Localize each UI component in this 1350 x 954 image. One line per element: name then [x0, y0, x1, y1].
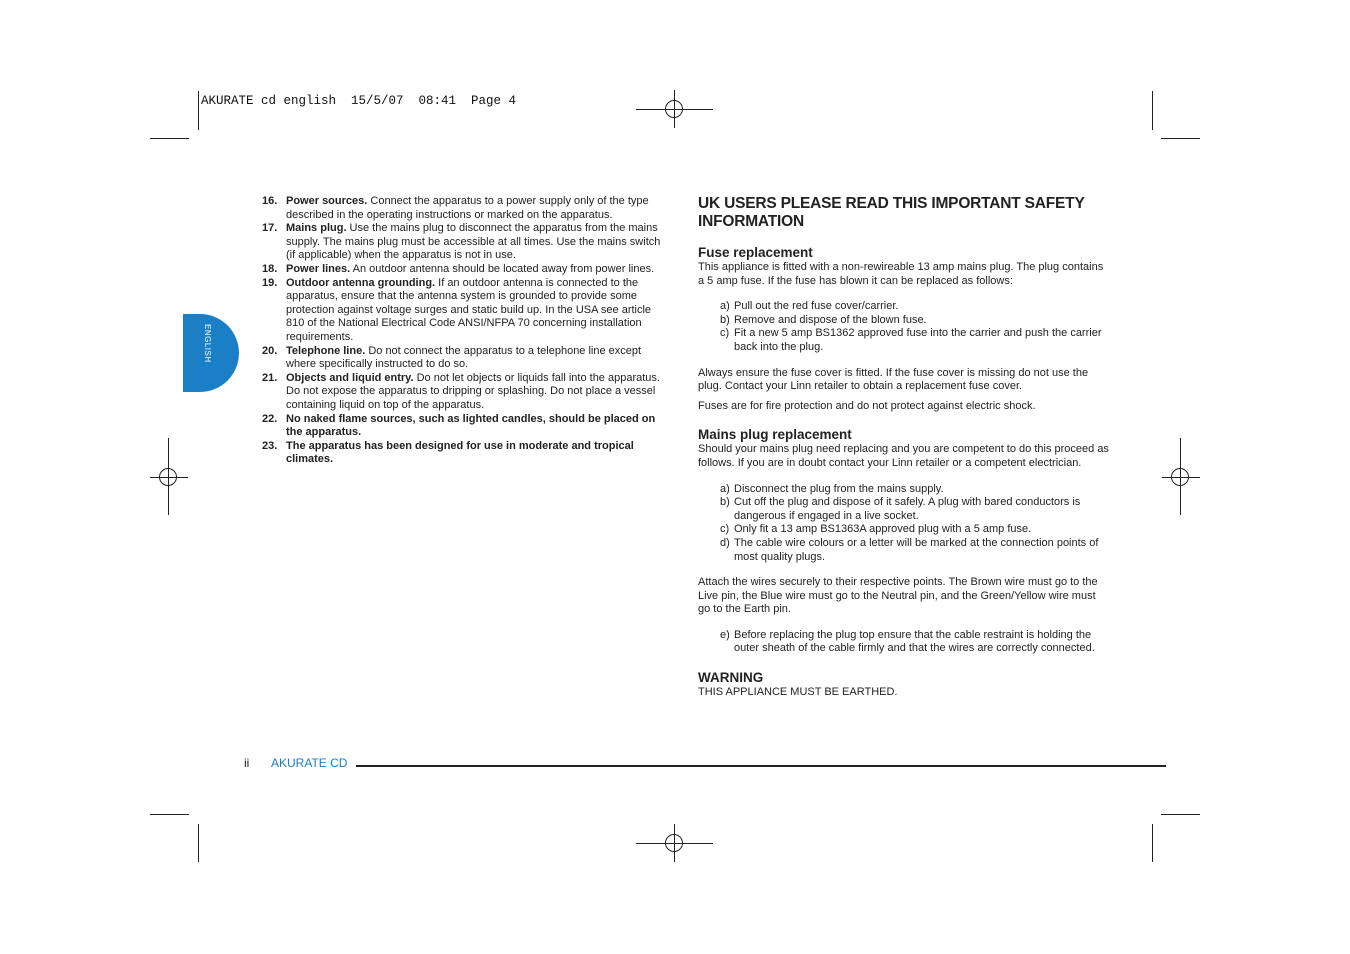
item-body: Do not connect the apparatus to a telephone line except where specifically instructed to do so.	[286, 344, 642, 371]
item-number: 19.	[262, 276, 278, 289]
item-body: An outdoor antenna should be located away from power lines.	[350, 262, 655, 275]
crop-mark	[1152, 824, 1153, 862]
step-item	[720, 523, 1110, 537]
item-number: 21.	[262, 371, 278, 384]
item-number: 16.	[262, 195, 278, 207]
step-item	[720, 629, 1110, 656]
step-item	[720, 496, 1110, 523]
fuse-paragraph: Fuses are for fire protection and do not protect against electric shock.	[698, 399, 1036, 412]
list-item	[262, 222, 672, 263]
step-letter: a)	[720, 482, 730, 495]
step-text: The cable wire colours or a letter will be marked at the connection points of most quality plugs.	[734, 536, 1099, 563]
crop-mark	[1152, 91, 1153, 130]
language-tab	[183, 314, 239, 392]
item-number: 17.	[262, 222, 278, 235]
warning-heading: WARNING	[698, 670, 764, 686]
step-item	[720, 300, 1110, 314]
item-text	[286, 263, 654, 277]
step-letter: b)	[720, 496, 730, 509]
fuse-paragraph: Always ensure the fuse cover is fitted. If the fuse cover is missing do not use the plug. Contact your Linn retailer to obtain a replacement fuse cover.	[698, 366, 1089, 393]
item-number: 20.	[262, 344, 278, 357]
item-body: Do not let objects or liquids fall into the apparatus. Do not expose the apparatus to dripping or splashing. Do not place a vessel containing liquid on top of the apparatus.	[286, 371, 660, 411]
list-item	[262, 263, 672, 277]
item-bold: The apparatus has been designed for use in moderate and tropical climates.	[286, 439, 634, 466]
list-item	[262, 440, 672, 467]
list-item	[262, 413, 672, 440]
step-letter: c)	[720, 327, 730, 340]
plug-steps	[720, 483, 1110, 565]
list-item	[262, 195, 672, 222]
plug-steps	[720, 629, 1110, 656]
uk-safety-section	[698, 195, 1110, 706]
item-text	[286, 345, 672, 372]
step-item	[720, 327, 1110, 354]
step-letter: d)	[720, 536, 730, 549]
fuse-heading: Fuse replacement	[698, 245, 813, 260]
language-tab-label: ENGLISH	[203, 324, 212, 363]
item-bold: Power sources.	[286, 195, 368, 207]
item-body: Use the mains plug to disconnect the apparatus from the mains supply. The mains plug must be accessible at all times. Use the mains switch (if applicable) when the apparatus is not in use.	[286, 222, 661, 262]
footer-rule	[356, 765, 1166, 767]
item-text	[286, 413, 672, 440]
item-text	[286, 277, 672, 345]
item-bold: Objects and liquid entry.	[286, 371, 414, 384]
fuse-steps	[720, 300, 1110, 354]
crop-mark	[1161, 138, 1200, 139]
item-text	[286, 222, 672, 263]
safety-list	[262, 195, 672, 467]
step-letter: e)	[720, 628, 730, 641]
step-letter: b)	[720, 313, 730, 326]
step-item	[720, 314, 1110, 328]
item-text	[286, 440, 672, 467]
item-bold: Power lines.	[286, 262, 351, 275]
step-text: Pull out the red fuse cover/carrier.	[734, 300, 899, 313]
step-text: Disconnect the plug from the mains supply.	[734, 482, 944, 495]
item-bold: No naked flame sources, such as lighted candles, should be placed on the apparatus.	[286, 412, 656, 439]
page-number: ii	[244, 756, 250, 770]
plug-intro: Should your mains plug need replacing and you are competent to do this proceed as follows. If you are in doubt contact your Linn retailer or a competent electrician.	[698, 443, 1109, 469]
crop-mark	[150, 814, 189, 815]
item-bold: Mains plug.	[286, 222, 347, 235]
item-number: 23.	[262, 439, 278, 452]
list-item	[262, 277, 672, 345]
item-bold: Telephone line.	[286, 344, 366, 357]
list-item	[262, 372, 672, 413]
step-letter: a)	[720, 300, 730, 313]
step-text: Fit a new 5 amp BS1362 approved fuse into the carrier and push the carrier back into the plug.	[734, 327, 1102, 353]
step-item	[720, 537, 1110, 564]
print-slug: AKURATE cd english 15/5/07 08:41 Page 4	[201, 94, 517, 108]
step-letter: c)	[720, 523, 730, 536]
item-body: Connect the apparatus to a power supply only of the type described in the operating instructions or marked on the apparatus.	[286, 195, 649, 221]
list-item	[262, 345, 672, 372]
step-item	[720, 483, 1110, 497]
section-title: UK USERS PLEASE READ THIS IMPORTANT SAFETY INFORMATION	[698, 195, 1085, 230]
step-text: Cut off the plug and dispose of it safely. A plug with bared conductors is dangerous if engaged in a live socket.	[734, 496, 1081, 522]
plug-heading: Mains plug replacement	[698, 427, 852, 443]
crop-mark	[198, 91, 199, 130]
item-body: If an outdoor antenna is connected to the apparatus, ensure that the antenna system is grounded to provide some protection against voltage surges and static build up. In the USA see article 810 of the National Electrical Code ANSI/NFPA 70 concerning installation requirements.	[286, 276, 652, 343]
crop-mark	[150, 138, 189, 139]
fuse-intro: This appliance is fitted with a non-rewireable 13 amp mains plug. The plug contains a 5 amp fuse. If the fuse has blown it can be replaced as follows:	[698, 261, 1104, 287]
item-number: 22.	[262, 412, 278, 425]
step-text: Before replacing the plug top ensure that the cable restraint is holding the outer sheath of the cable firmly and that the wires are correctly connected.	[734, 628, 1095, 655]
footer-title: AKURATE CD	[271, 756, 348, 770]
crop-mark	[1161, 814, 1200, 815]
warning-text: THIS APPLIANCE MUST BE EARTHED.	[698, 686, 898, 699]
item-bold: Outdoor antenna grounding.	[286, 276, 436, 289]
step-text: Only fit a 13 amp BS1363A approved plug with a 5 amp fuse.	[734, 523, 1032, 536]
item-number: 18.	[262, 262, 278, 275]
crop-mark	[198, 824, 199, 862]
step-text: Remove and dispose of the blown fuse.	[734, 313, 927, 326]
plug-paragraph: Attach the wires securely to their respective points. The Brown wire must go to the Live pin, the Blue wire must go to the Neutral pin, and the Green/Yellow wire must go to the Earth pin.	[698, 576, 1098, 616]
item-text	[286, 372, 672, 413]
item-text	[286, 195, 672, 222]
